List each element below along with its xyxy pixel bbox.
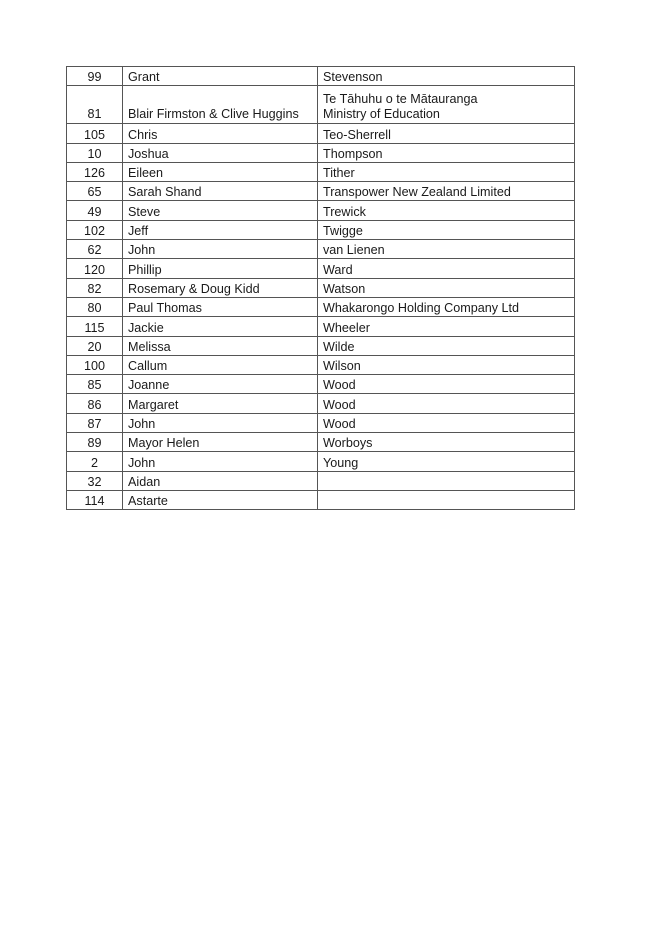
first-name: Chris: [123, 124, 318, 143]
table-row: [67, 375, 575, 394]
submission-number: 126: [67, 162, 123, 181]
table-row: [67, 471, 575, 490]
last-name: [318, 490, 575, 509]
table-row: [67, 67, 575, 86]
last-name: Wilson: [318, 355, 575, 374]
submission-number: 99: [67, 67, 123, 86]
first-name: John: [123, 413, 318, 432]
last-name: Trewick: [318, 201, 575, 220]
last-name: Teo-Sherrell: [318, 124, 575, 143]
table-row: [67, 259, 575, 278]
last-name: Wilde: [318, 336, 575, 355]
first-name: Callum: [123, 355, 318, 374]
table-row: [67, 143, 575, 162]
table-row: [67, 182, 575, 201]
last-name: [318, 471, 575, 490]
table-row: [67, 297, 575, 316]
first-name: Sarah Shand: [123, 182, 318, 201]
first-name: Aidan: [123, 471, 318, 490]
submission-number: 81: [67, 86, 123, 124]
submission-number: 87: [67, 413, 123, 432]
last-name: Thompson: [318, 143, 575, 162]
first-name: John: [123, 452, 318, 471]
table-row: [67, 162, 575, 181]
first-name: Paul Thomas: [123, 297, 318, 316]
submission-number: 80: [67, 297, 123, 316]
document-page: [66, 66, 574, 510]
last-name: Wheeler: [318, 317, 575, 336]
last-name: Twigge: [318, 220, 575, 239]
submission-number: 102: [67, 220, 123, 239]
last-name: Ward: [318, 259, 575, 278]
submission-number: 20: [67, 336, 123, 355]
first-name: Joshua: [123, 143, 318, 162]
submission-number: 89: [67, 433, 123, 452]
table-row: [67, 413, 575, 432]
last-name-cell: [318, 86, 575, 124]
table-row: [67, 201, 575, 220]
submitter-table: [66, 66, 575, 510]
submission-number: 115: [67, 317, 123, 336]
table-row: [67, 240, 575, 259]
first-name: Joanne: [123, 375, 318, 394]
submission-number: 10: [67, 143, 123, 162]
table-row: [67, 452, 575, 471]
first-name: Mayor Helen: [123, 433, 318, 452]
last-name: Wood: [318, 413, 575, 432]
submission-number: 114: [67, 490, 123, 509]
table-row: [67, 278, 575, 297]
submission-number: 32: [67, 471, 123, 490]
last-name: Whakarongo Holding Company Ltd: [318, 297, 575, 316]
submission-number: 100: [67, 355, 123, 374]
first-name: Jeff: [123, 220, 318, 239]
submission-number: 85: [67, 375, 123, 394]
first-name: Grant: [123, 67, 318, 86]
table-row: [67, 336, 575, 355]
last-name-line2: Ministry of Education: [323, 107, 440, 122]
submission-number: 2: [67, 452, 123, 471]
last-name: Transpower New Zealand Limited: [318, 182, 575, 201]
table-row: [67, 86, 575, 124]
submission-number: 62: [67, 240, 123, 259]
table-row: [67, 124, 575, 143]
submission-number: 82: [67, 278, 123, 297]
last-name: Stevenson: [318, 67, 575, 86]
table-row: [67, 490, 575, 509]
table-row: [67, 394, 575, 413]
table-row: [67, 355, 575, 374]
first-name: Astarte: [123, 490, 318, 509]
submission-number: 120: [67, 259, 123, 278]
last-name: Wood: [318, 394, 575, 413]
first-name: Eileen: [123, 162, 318, 181]
submission-number: 49: [67, 201, 123, 220]
submission-number: 105: [67, 124, 123, 143]
submission-number: 65: [67, 182, 123, 201]
submission-number: 86: [67, 394, 123, 413]
table-row: [67, 220, 575, 239]
last-name: Young: [318, 452, 575, 471]
first-name: John: [123, 240, 318, 259]
last-name: van Lienen: [318, 240, 575, 259]
first-name: Rosemary & Doug Kidd: [123, 278, 318, 297]
first-name: Phillip: [123, 259, 318, 278]
first-name: Margaret: [123, 394, 318, 413]
first-name: Blair Firmston & Clive Huggins: [123, 86, 318, 124]
last-name: Tither: [318, 162, 575, 181]
first-name: Jackie: [123, 317, 318, 336]
last-name: Te Tāhuhu o te Mātauranga: [323, 92, 478, 107]
first-name: Melissa: [123, 336, 318, 355]
last-name: Worboys: [318, 433, 575, 452]
table-row: [67, 317, 575, 336]
first-name: Steve: [123, 201, 318, 220]
table-row: [67, 433, 575, 452]
last-name: Watson: [318, 278, 575, 297]
last-name: Wood: [318, 375, 575, 394]
